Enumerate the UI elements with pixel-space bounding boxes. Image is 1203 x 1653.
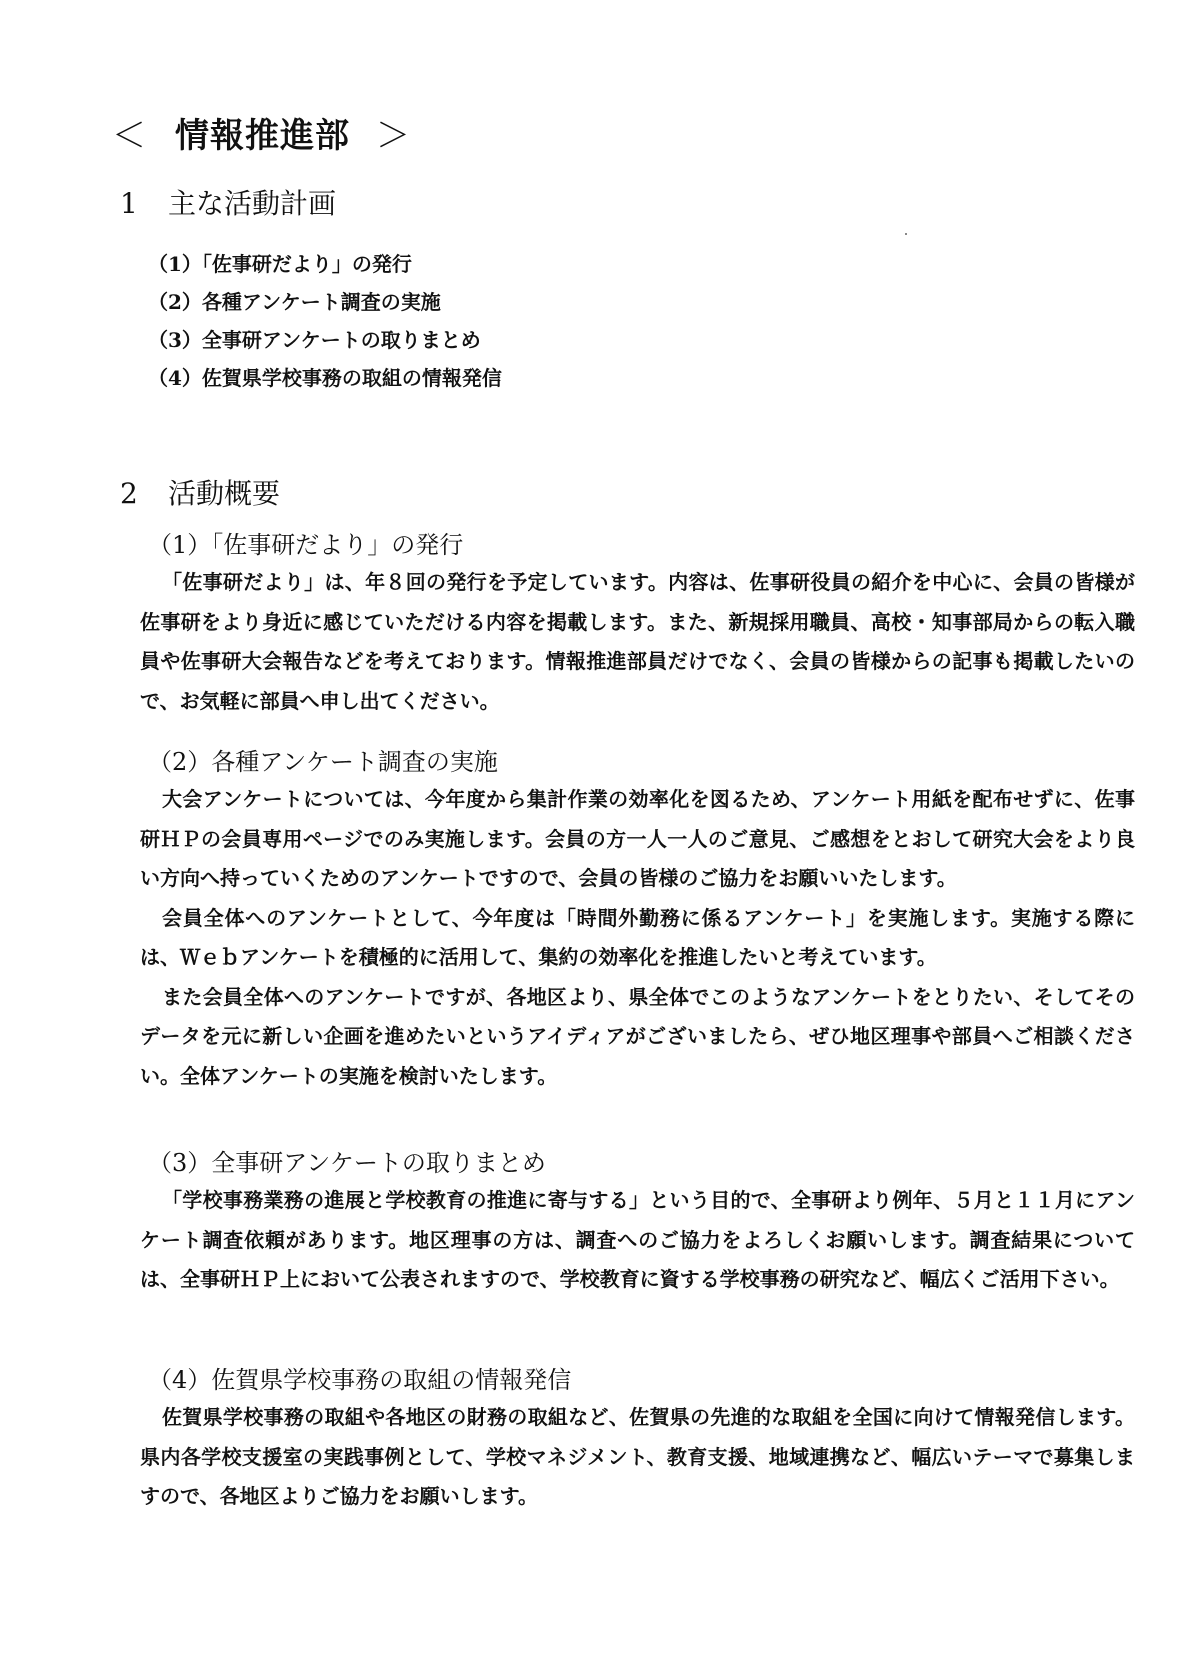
subsection-national-survey bbox=[140, 1145, 1138, 1300]
title-text: 情報推進部 bbox=[175, 116, 350, 156]
section-2-number: 2 bbox=[120, 477, 138, 510]
subsection-newsletter bbox=[140, 527, 1138, 721]
page-title bbox=[112, 108, 411, 157]
paragraph: 大会アンケートについては、今年度から集計作業の効率化を図るため、アンケート用紙を配布せずに、佐事研ＨＰの会員専用ページでのみ実施します。会員の方一人一人のご意見、ご感想をとおして研究大会をより良い方向へ持っていくためのアンケートですので、会員の皆様のご協力をお願いいたします。 bbox=[140, 787, 1135, 890]
section-1-heading bbox=[120, 182, 336, 222]
paragraph: 佐賀県学校事務の取組や各地区の財務の取組など、佐賀県の先進的な取組を全国に向けて情報発信します。県内各学校支援室の実践事例として、学校マネジメント、教育支援、地域連携など、幅広いテーマで募集しますので、各地区よりご協力をお願いします。 bbox=[140, 1405, 1135, 1508]
title-close-bracket: ＞ bbox=[376, 116, 411, 156]
subsection-surveys bbox=[140, 744, 1138, 1096]
paragraph: 「学校事務業務の進展と学校教育の推進に寄与する」という目的で、全事研より例年、５月と１１月にアンケート調査依頼があります。地区理事の方は、調査へのご協力をよろしくお願いします。調査結果については、全事研ＨＰ上において公表されますので、学校教育に資する学校事務の研究など、幅広くご活用下さい。 bbox=[140, 1188, 1135, 1291]
plan-item: （4）佐賀県学校事務の取組の情報発信 bbox=[148, 366, 502, 390]
plan-item: （3）全事研アンケートの取りまとめ bbox=[148, 328, 481, 352]
section-2-heading bbox=[120, 472, 280, 512]
plan-item: （2）各種アンケート調査の実施 bbox=[148, 290, 441, 314]
subsection-heading: （1）「佐事研だより」の発行 bbox=[148, 531, 464, 559]
paragraph: 「佐事研だより」は、年８回の発行を予定しています。内容は、佐事研役員の紹介を中心に、会員の皆様が佐事研をより身近に感じていただける内容を掲載します。また、新規採用職員、高校・知事部局からの転入職員や佐事研大会報告などを考えております。情報推進部員だけでなく、会員の皆様からの記事も掲載したいので、お気軽に部員へ申し出てください。 bbox=[140, 570, 1135, 713]
subsection-heading: （3）全事研アンケートの取りまとめ bbox=[148, 1149, 546, 1177]
section-1-title: 主な活動計画 bbox=[168, 187, 337, 220]
subsection-heading: （4）佐賀県学校事務の取組の情報発信 bbox=[148, 1366, 572, 1394]
scan-speck bbox=[905, 233, 907, 235]
activity-plan-list bbox=[148, 245, 502, 397]
subsection-info-dissemination bbox=[140, 1362, 1138, 1517]
title-open-bracket: ＜ bbox=[112, 116, 147, 156]
subsection-heading: （2）各種アンケート調査の実施 bbox=[148, 748, 498, 776]
section-2-title: 活動概要 bbox=[168, 477, 281, 510]
section-1-number: 1 bbox=[120, 187, 138, 220]
paragraph: また会員全体へのアンケートですが、各地区より、県全体でこのようなアンケートをとりたい、そしてそのデータを元に新しい企画を進めたいというアイディアがございましたら、ぜひ地区理事や部員へご相談ください。全体アンケートの実施を検討いたします。 bbox=[140, 984, 1135, 1088]
paragraph: 会員全体へのアンケートとして、今年度は「時間外勤務に係るアンケート」を実施します。実施する際には、Ｗｅｂアンケートを積極的に活用して、集約の効率化を推進したいと考えています。 bbox=[140, 905, 1135, 969]
plan-item: （1）「佐事研だより」の発行 bbox=[148, 252, 412, 276]
